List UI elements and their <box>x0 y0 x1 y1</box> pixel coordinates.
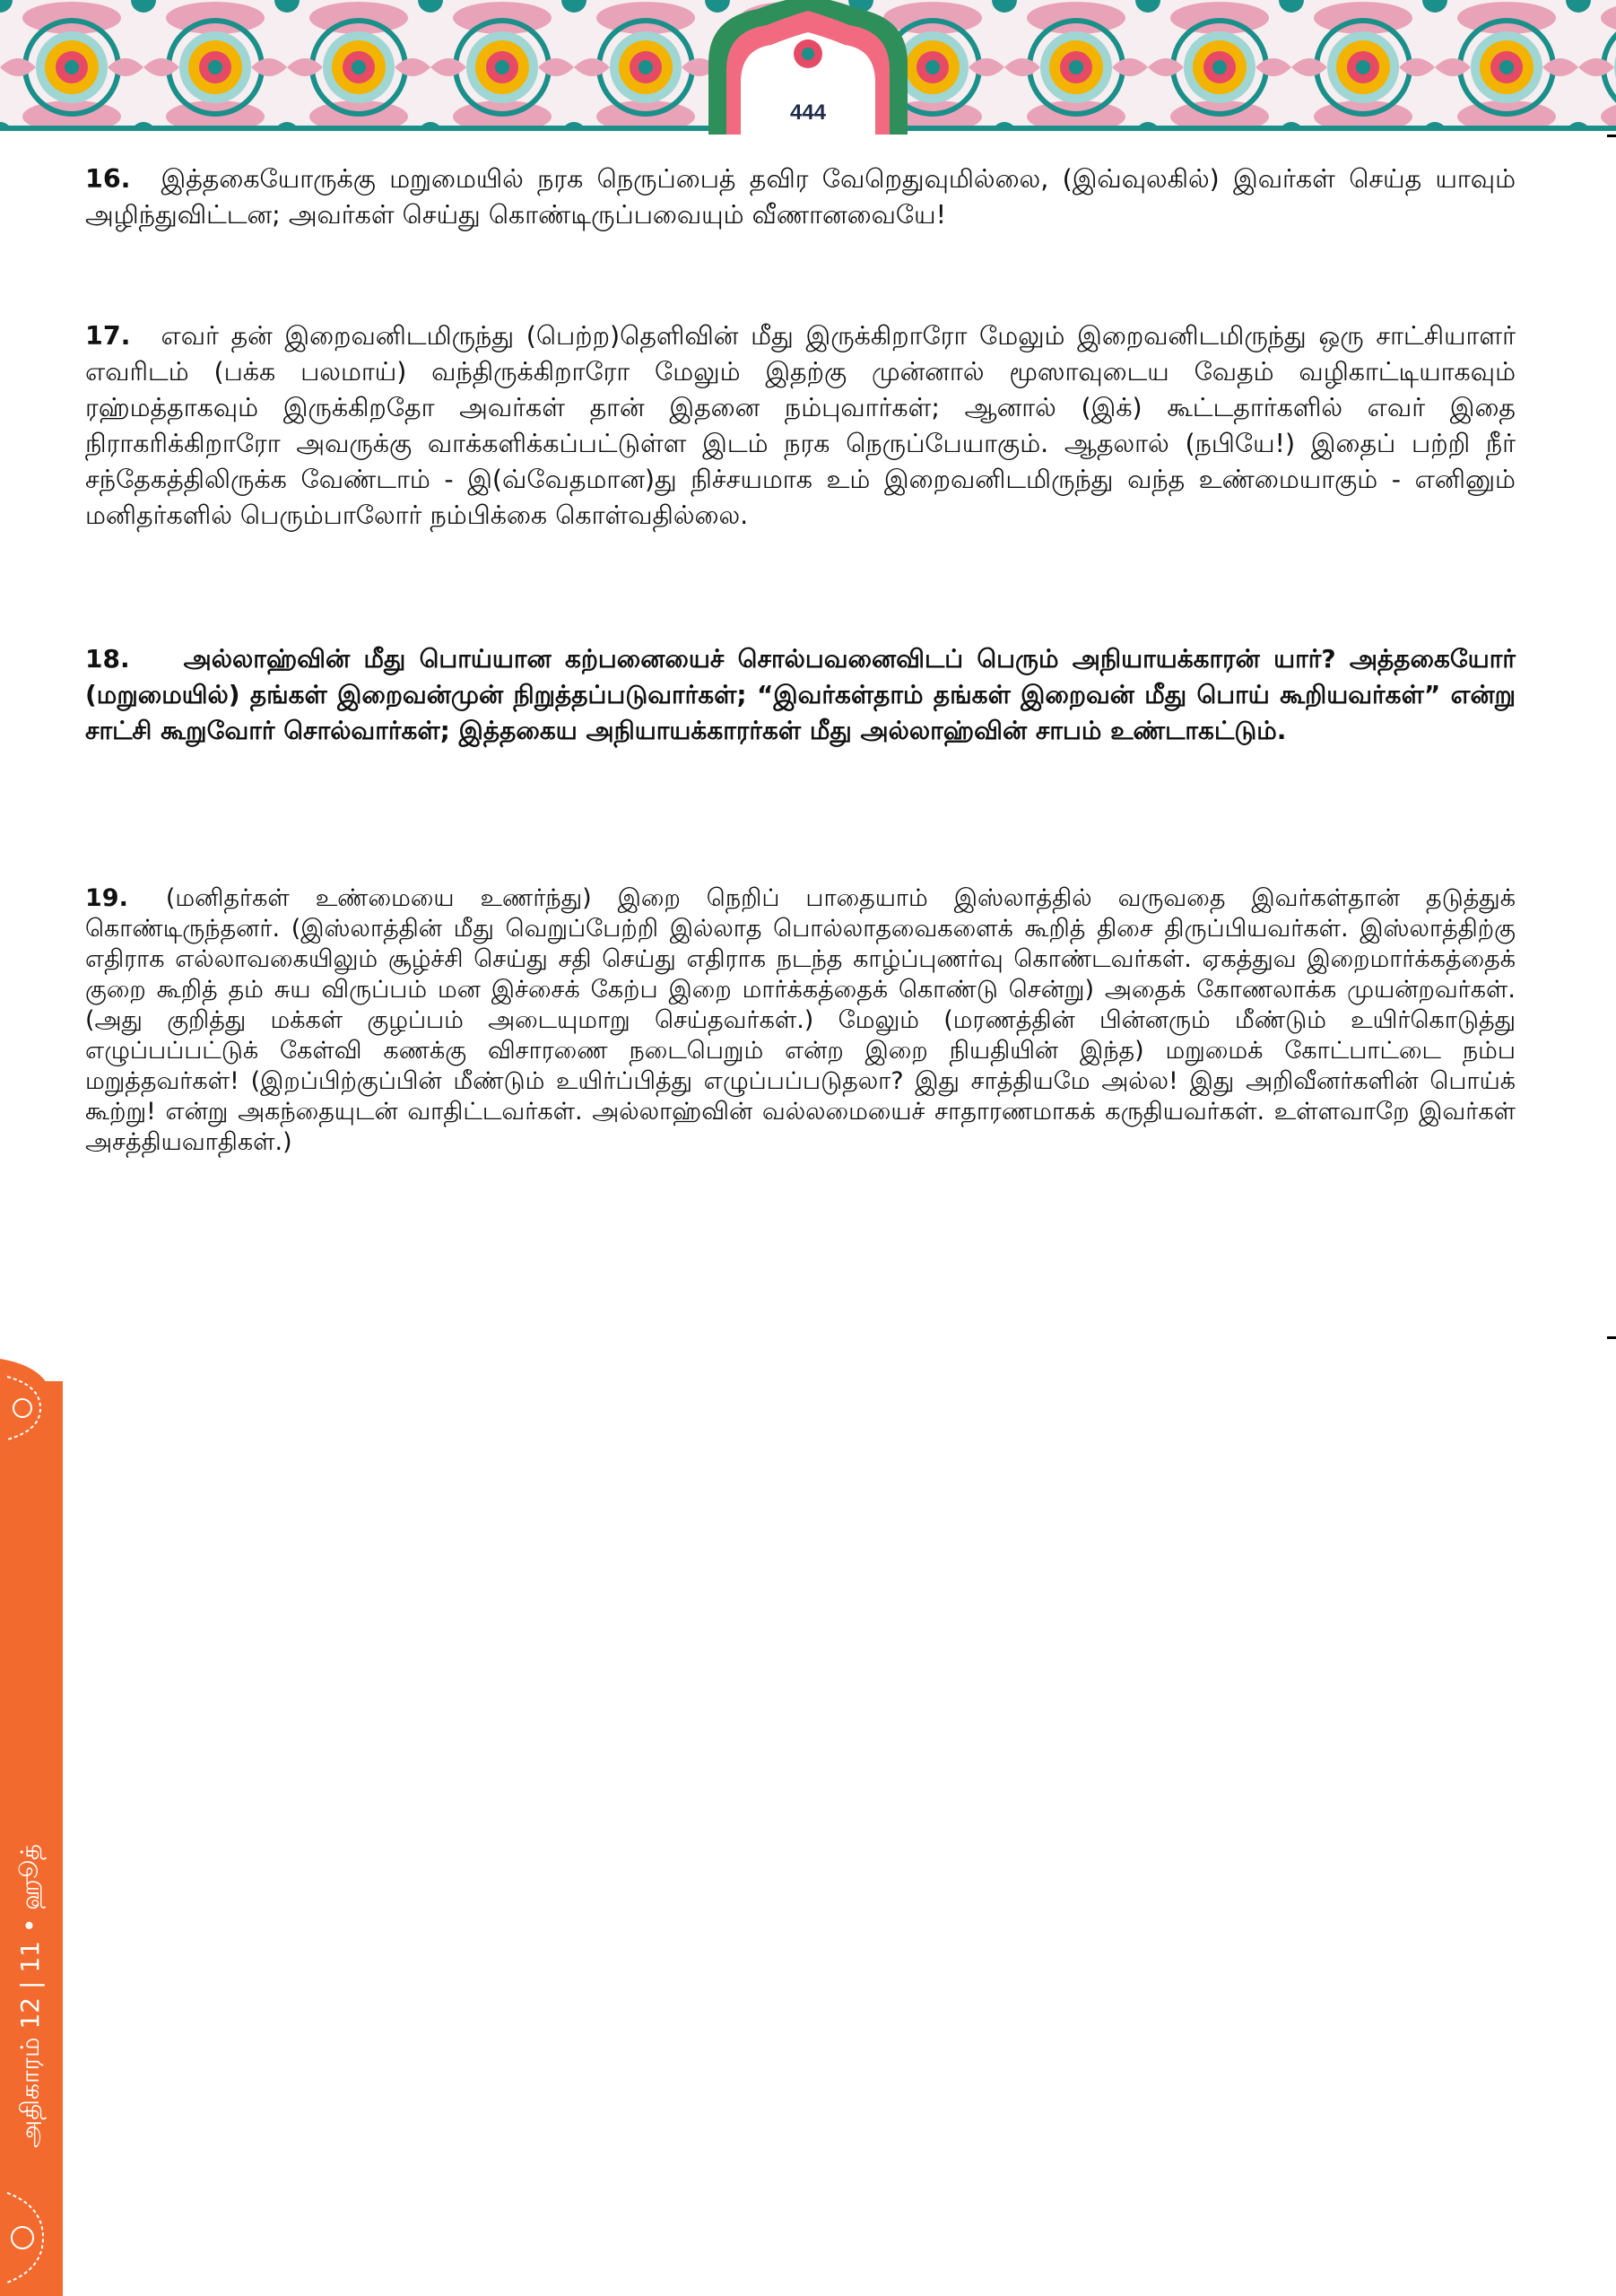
verse-text: (மனிதர்கள் உண்மையை உணர்ந்து) இறை நெறிப் பாதையாம் இஸ்லாத்தில் வருவதை இவர்கள்தான் தடுத்துக் கொண்டிருந்தனர். (இஸ்லாத்தின் மீது வெறுப்பேற்றி இல்லாத பொல்லாதவைகளைக் கூறித் திசை திருப்பியவர்கள். இஸ்லாத்திற்கு எதிராக எல்லாவகையிலும் சூழ்ச்சி செய்து சதி செய்து எதிராக நடந்த காழ்ப்புணர்வு கொண்டவர்கள். ஏகத்துவ இறைமார்க்கத்தைக் குறை கூறித் தம் சுய விருப்பம் மன இச்சைக் கேற்ப இறை மார்க்கத்தைக் கொண்டு சென்று) அதைக் கோணலாக்க முயன்றவர்கள். (அது குறித்து மக்கள் குழப்பம் அடையுமாறு செய்தவர்கள்.) மேலும் (மரணத்தின் பின்னரும் மீண்டும் உயிர்கொடுத்து எழுப்பப்பட்டுக் கேள்வி கணக்கு விசாரணை நடைபெறும் என்ற இறை நியதியின் இந்த) மறுமைக் கோட்பாட்டை நம்ப மறுத்தவர்கள்! (இறப்பிற்குப்பின் மீண்டும் உயிர்ப்பித்து எழுப்பப்படுதலா? இது சாத்தியமே அல்ல! இது அறிவீனர்களின் பொய்க் கூற்று! என்று அகந்தையுடன் வாதிட்டவர்கள். அல்லாஹ்வின் வல்லமையைச் சாதாரணமாகக் கருதியவர்கள். உள்ளவாறே இவர்கள் அசத்தியவாதிகள்.) <box>85 884 1516 1156</box>
page-number: 444 <box>789 100 827 125</box>
verse-paragraph <box>85 641 1516 749</box>
sidebar-ornament-icon <box>0 2179 63 2296</box>
verse-number: 16. <box>85 164 131 194</box>
verse-paragraph <box>85 318 1516 534</box>
verse-text: இத்தகையோருக்கு மறுமையில் நரக நெருப்பைத் தவிர வேறெதுவுமில்லை, (இவ்வுலகில்) இவர்கள் செய்த யாவும் அழிந்துவிட்டன; அவர்கள் செய்து கொண்டிருப்பவையும் வீணானவையே! <box>85 164 1516 230</box>
verse-number: 19. <box>85 884 128 912</box>
crop-mark <box>1607 135 1616 137</box>
crop-mark <box>1607 1336 1616 1339</box>
verse-number: 17. <box>85 321 131 351</box>
verse-paragraph <box>85 883 1516 1158</box>
verse-text: அல்லாஹ்வின் மீது பொய்யான கற்பனையைச் சொல்பவனைவிடப் பெரும் அநியாயக்காரன் யார்? அத்தகையோர் (மறுமையில்) தங்கள் இறைவன்முன் நிறுத்தப்படுவார்கள்; “இவர்கள்தாம் தங்கள் இறைவன் மீது பொய் கூறியவர்கள்” என்று சாட்சி கூறுவோர் சொல்வார்கள்; இத்தகைய அநியாயக்காரர்கள் மீது அல்லாஹ்வின் சாபம் உண்டாகட்டும். <box>85 644 1516 745</box>
verse-number: 18. <box>85 644 130 674</box>
chapter-label: அதிகாரம் 12 | 11 • ஹூத் <box>15 1843 45 2148</box>
sidebar-ornament-icon <box>0 1359 63 1457</box>
verse-paragraph <box>85 161 1516 233</box>
verse-text: எவர் தன் இறைவனிடமிருந்து (பெற்ற)தெளிவின் மீது இருக்கிறாரோ மேலும் இறைவனிடமிருந்து ஒரு சாட்சியாளர் எவரிடம் (பக்க பலமாய்) வந்திருக்கிறாரோ மேலும் இதற்கு முன்னால் மூஸாவுடைய வேதம் வழிகாட்டியாகவும் ரஹ்மத்தாகவும் இருக்கிறதோ அவர்கள் தான் இதனை நம்புவார்கள்; ஆனால் (இக்) கூட்டதார்களில் எவர் இதை நிராகரிக்கிறாரோ அவருக்கு வாக்களிக்கப்பட்டுள்ள இடம் நரக நெருப்பேயாகும். ஆதலால் (நபியே!) இதைப் பற்றி நீர் சந்தேகத்திலிருக்க வேண்டாம் - இ(வ்வேதமான)து நிச்சயமாக உம் இறைவனிடமிருந்து வந்த உண்மையாகும் - எனினும் மனிதர்களில் பெரும்பாலோர் நம்பிக்கை கொள்வதில்லை. <box>85 321 1516 530</box>
